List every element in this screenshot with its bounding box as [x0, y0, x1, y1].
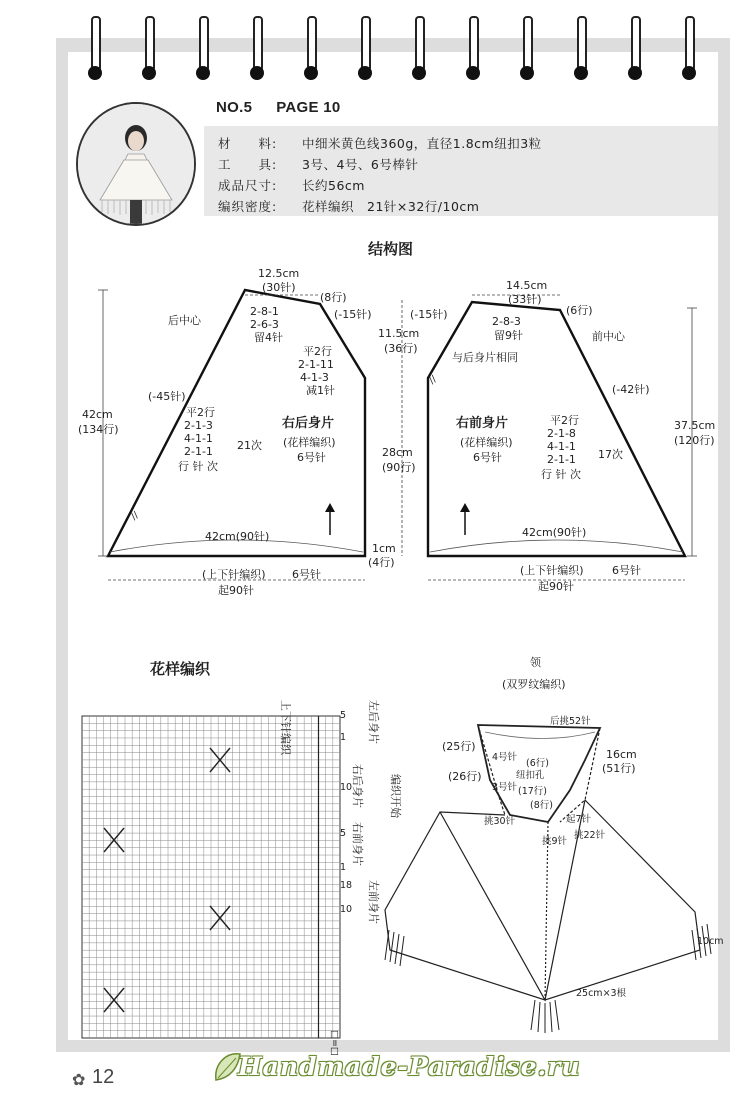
back-piece-stitch: (花样编织): [283, 436, 336, 449]
front-side-dec: (-15针): [410, 308, 448, 321]
chart-row-mark: 1: [340, 862, 347, 873]
back-top-rule-1: 2-8-1: [250, 305, 279, 318]
front-same-as-back: 与后身片相同: [452, 351, 518, 364]
back-mid-rule-3: 4-1-3: [300, 371, 329, 384]
front-right-times: 17次: [598, 448, 623, 461]
back-side-dec: (-15针): [334, 308, 372, 321]
front-height-rows: (120行): [674, 434, 715, 447]
collar-needle-4: 4号针: [492, 752, 518, 763]
back-top-rows: (8行): [320, 291, 347, 304]
spec-row-tools: 工 具: 3号、4号、6号棒针: [218, 157, 419, 172]
front-top-rule-2: 留9针: [494, 329, 523, 342]
back-left-dec: (-45针): [148, 390, 186, 403]
chart-row-mark: 1: [340, 732, 347, 743]
middle-top-height: 11.5cm: [378, 327, 420, 340]
back-piece-needle: 6号针: [297, 451, 326, 464]
collar-height-rows: (51行): [602, 762, 636, 775]
front-piece-stitch: (花样编织): [460, 436, 513, 449]
middle-top-rows: (36行): [384, 342, 418, 355]
chart-label-left-front: 左前身片: [367, 880, 380, 924]
chart-label-left-back: 左后身片: [367, 700, 380, 744]
watermark-text: Handmade-Paradise.ru: [238, 1052, 581, 1081]
back-mid-rule-1: 平2行: [303, 345, 332, 358]
front-right-rule-1: 平2行: [550, 414, 579, 427]
chart-label-right-back: 右后身片: [351, 764, 364, 808]
back-left-rule-3: 4-1-1: [184, 432, 213, 445]
back-piece-name: 右后身片: [282, 416, 335, 431]
front-rib-needle: 6号针: [612, 564, 641, 577]
pattern-number: NO.5: [216, 99, 253, 116]
collar-buttonhole: 纽扣孔: [516, 770, 545, 781]
front-cast-on: 起90针: [538, 580, 574, 593]
back-mid-rule-2: 2-1-11: [298, 358, 334, 371]
front-right-rule-2: 2-1-8: [547, 427, 576, 440]
middle-side-rows: (90行): [382, 461, 416, 474]
back-rib-needle: 6号针: [292, 568, 321, 581]
svg-text://: //: [128, 509, 141, 523]
chart-legend-top: 上下针编织: [279, 700, 292, 755]
collar-pick-9: 挑9针: [542, 836, 568, 847]
chart-row-mark: 5: [340, 710, 347, 721]
middle-rib-height: 1cm: [372, 542, 396, 555]
back-left-rule-1: 平2行: [186, 406, 215, 419]
stitch-chart-grid: [82, 716, 340, 1038]
poncho-outline: [385, 725, 711, 1033]
front-right-rule-4: 2-1-1: [547, 453, 576, 466]
collar-rows-26: (26行): [448, 770, 482, 783]
front-height: 37.5cm: [674, 419, 716, 432]
back-top-rule-2: 2-6-3: [250, 318, 279, 331]
chart-row-mark: 10: [340, 782, 353, 793]
collar-pick-22: 挑22针: [574, 830, 606, 841]
page-number: 12: [92, 1066, 115, 1088]
front-right-dec: (-42针): [612, 383, 650, 396]
chart-row-mark: 5: [340, 828, 347, 839]
collar-needle-3: 3号针: [492, 782, 518, 793]
front-rib: (上下针编织): [520, 564, 584, 577]
chart-row-mark: 18: [340, 880, 353, 891]
front-top-rows: (6行): [566, 304, 593, 317]
front-top-width: 14.5cm: [506, 279, 548, 292]
spec-row-material: 材 料: 中细米黄色线360g，直径1.8cm纽扣3粒: [218, 136, 542, 151]
collar-pick-30: 挑30针: [484, 816, 516, 827]
back-top-rule-3: 留4针: [254, 331, 283, 344]
back-top-stitches: (30针): [262, 281, 296, 294]
middle-rib-rows: (4行): [368, 556, 395, 569]
back-left-rule-4: 2-1-1: [184, 445, 213, 458]
fringe-spec: 25cm×3根: [576, 988, 627, 999]
chart-symbol-legend: □=□: [329, 1030, 340, 1056]
back-center-label: 后中心: [168, 314, 201, 327]
back-height-rows: (134行): [78, 423, 119, 436]
flower-icon: ✿: [72, 1070, 86, 1089]
chart-row-mark: 10: [340, 904, 353, 915]
back-left-rule-5: 行 针 次: [178, 460, 218, 473]
chart-title: 花样编织: [150, 660, 211, 678]
collar-rows-8: (8行): [530, 800, 553, 811]
front-top-stitches: (33针): [508, 293, 542, 306]
page-reference: PAGE 10: [276, 99, 341, 116]
front-piece-name: 右前身片: [456, 416, 509, 431]
collar-title: 领: [530, 656, 541, 669]
front-center-label: 前中心: [592, 330, 625, 343]
collar-rows-6: (6行): [526, 758, 549, 769]
chart-label-right-front: 右前身片: [351, 822, 364, 866]
front-piece-needle: 6号针: [473, 451, 502, 464]
collar-pick-7: 起7针: [566, 814, 592, 825]
back-top-width: 12.5cm: [258, 267, 300, 280]
front-top-rule-1: 2-8-3: [492, 315, 521, 328]
back-mid-rule-4: 减1针: [306, 384, 335, 397]
back-rib: (上下针编织): [202, 568, 266, 581]
structure-title: 结构图: [368, 240, 414, 258]
collar-height: 16cm: [606, 748, 637, 761]
collar-back-pick: 后挑52针: [550, 716, 591, 727]
front-right-rule-3: 4-1-1: [547, 440, 576, 453]
middle-side-height: 28cm: [382, 446, 413, 459]
fringe-length: 10cm: [697, 936, 724, 947]
chart-start-label: 编织开始: [389, 774, 402, 818]
back-height: 42cm: [82, 408, 113, 421]
collar-rows-17: (17行): [518, 786, 548, 797]
back-cast-on: 起90针: [218, 584, 254, 597]
svg-text://: //: [426, 373, 439, 387]
spec-row-size: 成品尺寸: 长约56cm: [218, 178, 365, 193]
collar-rows-25: (25行): [442, 740, 476, 753]
back-left-rule-2: 2-1-3: [184, 419, 213, 432]
spec-row-gauge: 编织密度: 花样编织 21针×32行/10cm: [218, 199, 480, 214]
front-bottom-width: 42cm(90针): [522, 526, 587, 539]
collar-subtitle: (双罗纹编织): [502, 678, 566, 691]
front-right-rule-5: 行 针 次: [541, 468, 581, 481]
back-left-times: 21次: [237, 439, 262, 452]
back-bottom-width: 42cm(90针): [205, 530, 270, 543]
